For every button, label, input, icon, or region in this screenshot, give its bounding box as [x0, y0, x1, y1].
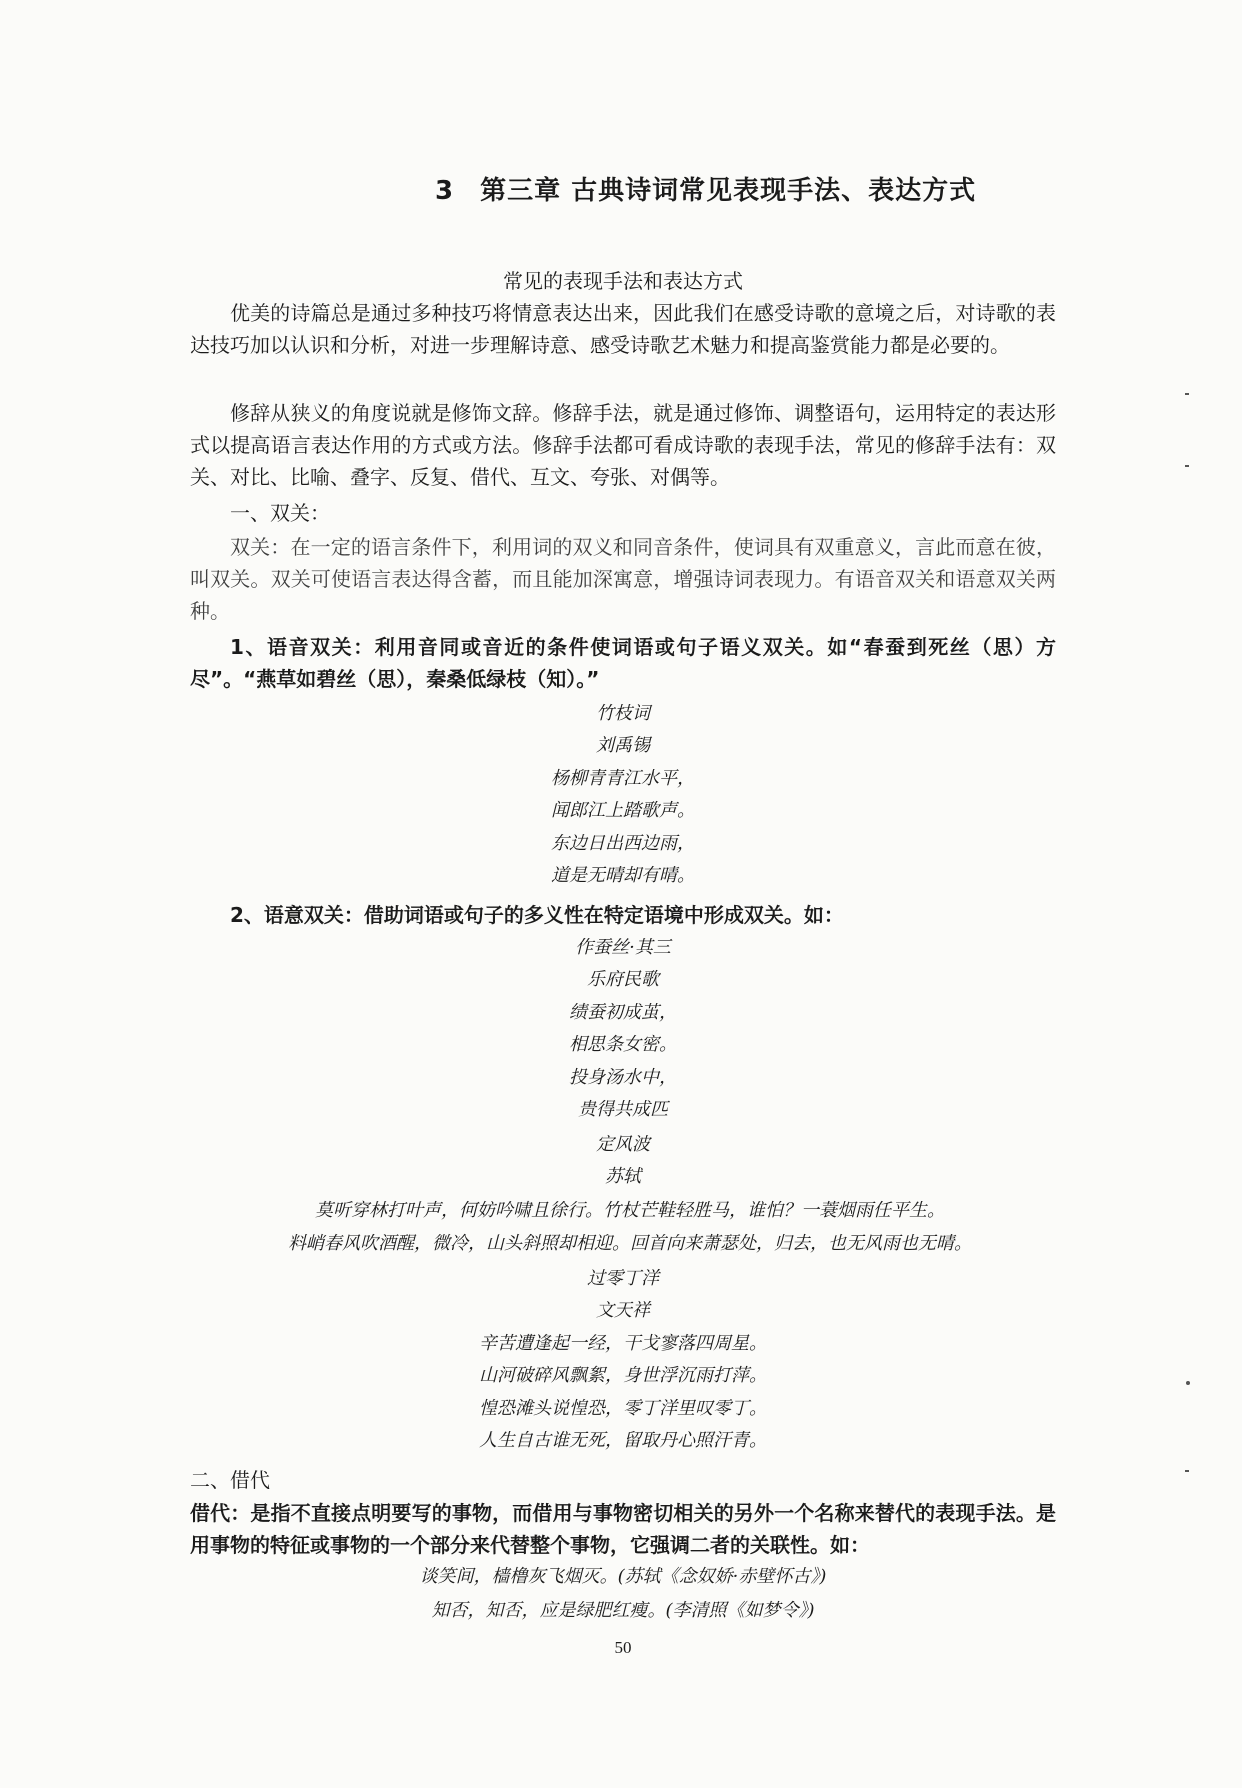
poem-title: 过零丁洋 — [587, 1268, 659, 1289]
poem-dingfengbo-text — [180, 1194, 1080, 1260]
rhetoric-paragraph: 修辞从狭义的角度说就是修饰文辞。修辞手法，就是通过修饰、调整语句，运用特定的表达形式以提高语言表达作用的方式或方法。修辞手法都可看成诗歌的表现手法，常见的修辞手法有：双关、对比、比喻、叠字、反复、借代、互文、夸张、对偶等。 — [190, 401, 1056, 489]
chapter-title — [435, 170, 976, 207]
poem-line: 人生自古谁无死，留取丹心照汗青。 — [479, 1430, 767, 1452]
pun-heading: 一、双关： — [230, 501, 330, 525]
poem-line: 莫听穿林打叶声，何妨吟啸且徐行。竹杖芒鞋轻胜马，谁怕？一蓑烟雨任平生。 — [315, 1200, 945, 1221]
poem-zhuzhici — [190, 698, 1056, 892]
chapter-number: 3 — [435, 176, 455, 206]
poem-author: 乐府民歌 — [587, 969, 659, 991]
poem-title: 作蚕丝·其三 — [575, 937, 671, 958]
poem-line: 山河破碎风飘絮，身世浮沉雨打萍。 — [479, 1365, 767, 1387]
poem-line: 贵得共成匹 — [578, 1099, 668, 1121]
intro-paragraph: 优美的诗篇总是通过多种技巧将情意表达出来，因此我们在感受诗歌的意境之后，对诗歌的表达技巧加以认识和分析，对进一步理解诗意、感受诗歌艺术魅力和提高鉴赏能力都是必要的。 — [190, 301, 1056, 357]
metonymy-heading: 二、借代 — [190, 1468, 270, 1492]
poem-dingfengbo-heading — [190, 1129, 1056, 1194]
poem-line: 闻郎江上踏歌声。 — [551, 800, 695, 822]
poem-line: 料峭春风吹酒醒，微冷，山头斜照却相迎。回首向来萧瑟处，归去，也无风雨也无晴。 — [288, 1233, 972, 1254]
metonymy-definition: 借代：是指不直接点明要写的事物，而借用与事物密切相关的另外一个名称来替代的表现手法。是用事物的特征或事物的一个部分来代替整个事物，它强调二者的关联性。如： — [190, 1501, 1056, 1557]
poem-line: 投身汤水中， — [569, 1066, 677, 1088]
poem-author: 苏轼 — [605, 1166, 641, 1188]
scan-mark — [1185, 465, 1189, 467]
example-quote: 知否，知否，应是绿肥红瘦。(李清照《如梦令》) — [431, 1600, 815, 1621]
poem-title: 定风波 — [596, 1134, 650, 1155]
chapter-heading: 第三章 古典诗词常见表现手法、表达方式 — [480, 176, 977, 206]
poem-line: 东边日出西边雨， — [551, 832, 695, 854]
scan-mark — [1185, 393, 1189, 395]
scan-mark — [1185, 1470, 1189, 1472]
poem-title: 竹枝词 — [596, 703, 650, 724]
metonymy-examples — [190, 1560, 1056, 1628]
poem-line: 道是无晴却有晴。 — [551, 865, 695, 887]
example-quote: 谈笑间，樯橹灰飞烟灭。(苏轼《念奴娇·赤壁怀古》) — [419, 1566, 827, 1587]
poem-author: 文天祥 — [596, 1300, 650, 1322]
poem-silkworm — [190, 932, 1056, 1126]
document-page — [190, 0, 1056, 1788]
scan-dot — [1186, 1381, 1190, 1385]
poem-lingdingyang — [190, 1263, 1056, 1457]
page-number: 50 — [614, 1638, 632, 1657]
poem-line: 绩蚕初成茧， — [569, 1001, 677, 1023]
poem-author: 刘禹锡 — [596, 735, 650, 757]
meaning-pun-paragraph: 2、语意双关：借助词语或句子的多义性在特定语境中形成双关。如： — [230, 903, 844, 927]
poem-line: 相思条女密。 — [569, 1034, 677, 1056]
poem-line: 辛苦遭逢起一经，干戈寥落四周星。 — [479, 1332, 767, 1354]
poem-line: 惶恐滩头说惶恐，零丁洋里叹零丁。 — [479, 1397, 767, 1419]
pun-definition: 双关：在一定的语言条件下，利用词的双义和同音条件，使词具有双重意义，言此而意在彼，叫双关。双关可使语言表达得含蓄，而且能加深寓意，增强诗词表现力。有语音双关和语意双关两种。 — [190, 535, 1056, 623]
sound-pun-paragraph: 1、语音双关：利用音同或音近的条件使词语或句子语义双关。如“春蚕到死丝（思）方尽”。“燕草如碧丝（思），秦桑低绿枝（知）。” — [190, 635, 1056, 691]
section-title: 常见的表现手法和表达方式 — [503, 269, 743, 293]
poem-line: 杨柳青青江水平， — [551, 767, 695, 789]
